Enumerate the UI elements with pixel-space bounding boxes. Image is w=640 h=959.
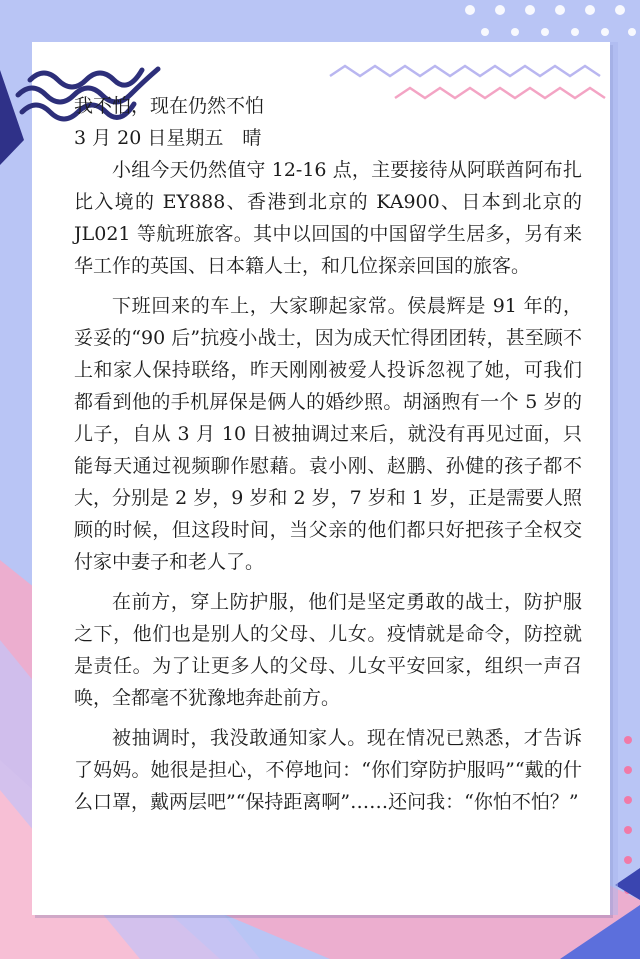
paragraph-3: 在前方，穿上防护服，他们是坚定勇敢的战士，防护服之下，他们也是别人的父母、儿女。疫情就是命令，防控就是责任。为了让更多人的父母、儿女平安回家，组织一声召唤，全都毫不犹豫地奔赴前方。 <box>74 591 582 709</box>
diary-date: 3 月 20 日星期五 晴 <box>74 127 262 149</box>
diary-content <box>74 90 582 826</box>
paragraph-4: 被抽调时，我没敢通知家人。现在情况已熟悉，才告诉了妈妈。她很是担心，不停地问：“你们穿防护服吗”“戴的什么口罩，戴两层吧”“保持距离啊”……还问我：“你怕不怕？” <box>74 727 582 813</box>
paragraph-1: 小组今天仍然值守 12-16 点，主要接待从阿联酋阿布扎比入境的 EY888、香港到北京的 KA900、日本到北京的 JL021 等航班旅客。其中以回国的中国留学生居多，另有来华工作的英国、日本籍人士，和几位探亲回国的旅客。 <box>74 159 582 277</box>
diary-title: 我不怕，现在仍然不怕 <box>74 95 265 117</box>
paragraph-2: 下班回来的车上，大家聊起家常。侯晨辉是 91 年的，妥妥的“90 后”抗疫小战士，因为成天忙得团团转，甚至顾不上和家人保持联络，昨天刚刚被爱人投诉忽视了她，可我们都看到他的手机屏保是俩人的婚纱照。胡涵煦有一个 5 岁的儿子，自从 3 月 10 日被抽调过来后，就没有再见过面，只能每天通过视频聊作慰藉。袁小刚、赵鹏、孙健的孩子都不大，分别是 2 岁，9 岁和 2 岁，7 岁和 1 岁，正是需要人照顾的时候，但这段时间，当父亲的他们都只好把孩子全权交付家中妻子和老人了。 <box>74 295 582 573</box>
